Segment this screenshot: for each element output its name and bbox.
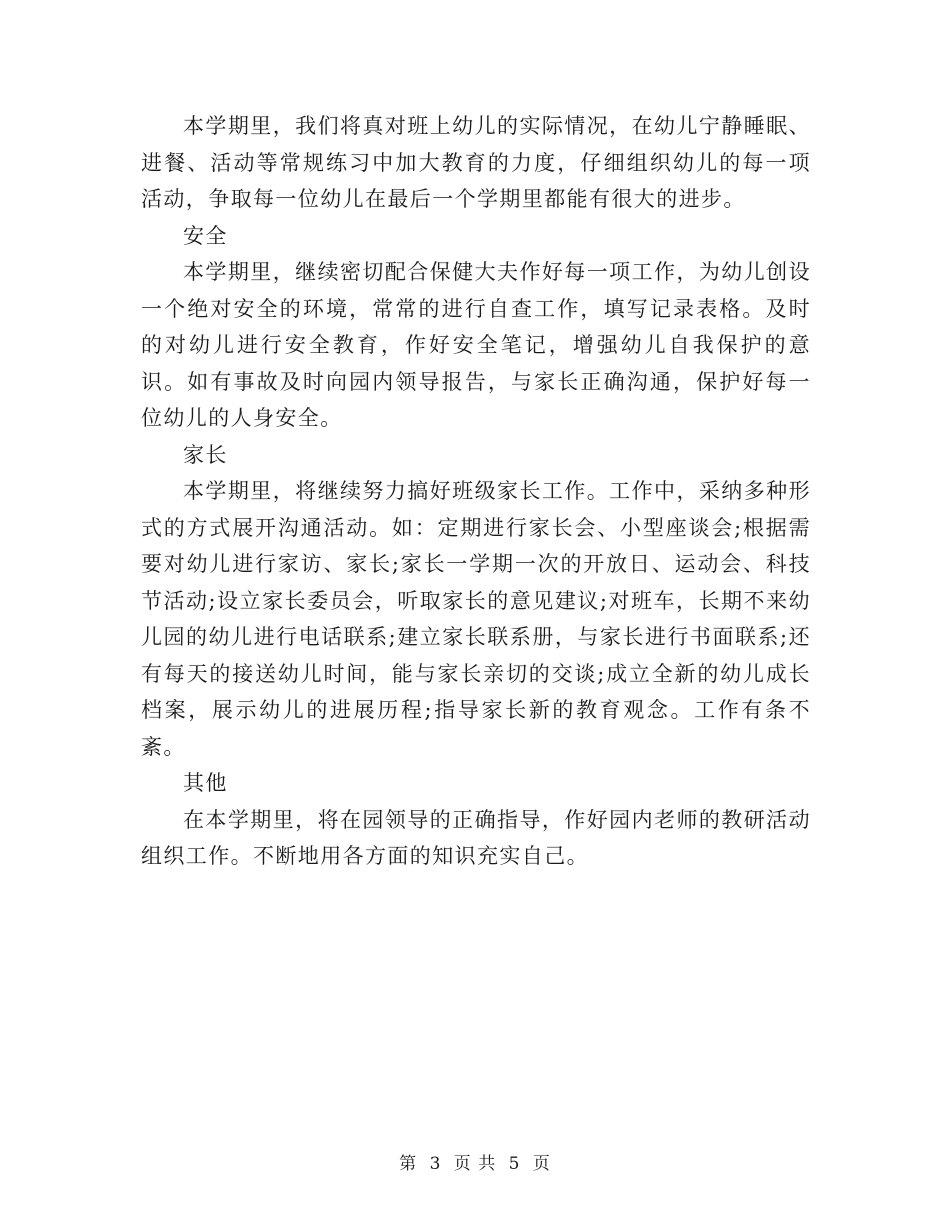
footer-suffix: 页 <box>532 1154 551 1174</box>
footer-prefix: 第 <box>399 1154 418 1174</box>
paragraph-other: 在本学期里，将在园领导的正确指导，作好园内老师的教研活动组织工作。不断地用各方面的知识充实自己。 <box>141 807 811 868</box>
total-pages-number: 5 <box>508 1154 521 1174</box>
current-page-number: 3 <box>429 1154 442 1174</box>
paragraph-parents: 本学期里，将继续努力搞好班级家长工作。工作中，采纳多种形式的方式展开沟通活动。如：定期进行家长会、小型座谈会;根据需要对幼儿进行家访、家长;家长一学期一次的开放日、运动会、科技节活动;设立家长委员会，听取家长的意见建议;对班车，长期不来幼儿园的幼儿进行电话联系;建立家长联系册，与家长进行书面联系;还有每天的接送幼儿时间，能与家长亲切的交谈;成立全新的幼儿成长档案，展示幼儿的进展历程;指导家长新的教育观念。工作有条不紊。 <box>141 479 811 759</box>
section-heading-other: 其他 <box>183 771 228 795</box>
paragraph-routine: 本学期里，我们将真对班上幼儿的实际情况，在幼儿宁静睡眠、进餐、活动等常规练习中加大教育的力度，仔细组织幼儿的每一项活动，争取每一位幼儿在最后一个学期里都能有很大的进步。 <box>141 114 811 211</box>
page-footer <box>0 1152 950 1176</box>
section-heading-parents: 家长 <box>183 442 228 467</box>
section-heading-safety: 安全 <box>183 223 228 248</box>
footer-middle: 页 共 <box>453 1154 497 1174</box>
page-content <box>141 108 811 875</box>
paragraph-safety: 本学期里，继续密切配合保健大夫作好每一项工作，为幼儿创设一个绝对安全的环境，常常的进行自查工作，填写记录表格。及时的对幼儿进行安全教育，作好安全笔记，增强幼儿自我保护的意识。如有事故及时向园内领导报告，与家长正确沟通，保护好每一位幼儿的人身安全。 <box>141 260 811 430</box>
